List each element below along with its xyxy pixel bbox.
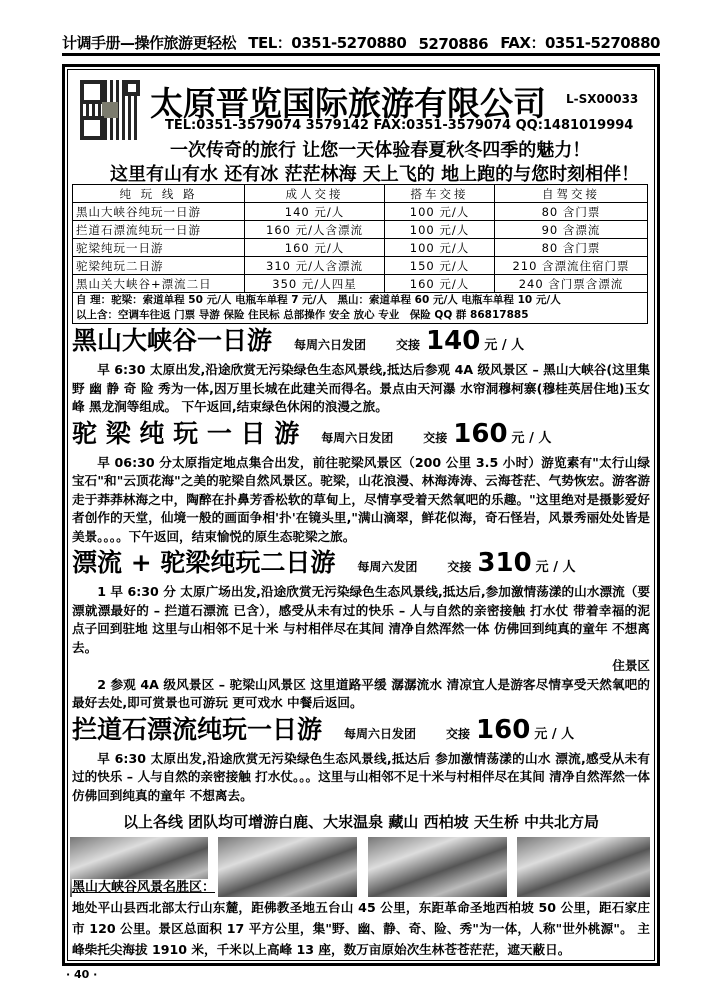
table-cell: 90 含漂流 bbox=[495, 221, 648, 239]
price-label: 交接 bbox=[396, 338, 421, 352]
table-cell: 80 含门票 bbox=[495, 239, 648, 257]
table-row bbox=[73, 203, 648, 221]
table-notes bbox=[73, 293, 648, 324]
route-title bbox=[72, 326, 650, 361]
table-header-row bbox=[73, 185, 648, 203]
price-unit: 元 / 人 bbox=[534, 726, 575, 742]
col-header: 成人交接 bbox=[245, 185, 385, 203]
table-cell: 210 含漂流住宿门票 bbox=[495, 257, 648, 275]
table-cell: 驼梁纯玩二日游 bbox=[73, 257, 245, 275]
license-number: L-SX00033 bbox=[566, 92, 639, 106]
page-header bbox=[62, 34, 660, 56]
route-name: 黑山大峡谷一日游 bbox=[72, 326, 273, 355]
table-cell: 310 元/人含漂流 bbox=[245, 257, 385, 275]
table-row bbox=[73, 221, 648, 239]
price-label: 交接 bbox=[423, 430, 448, 445]
table-cell: 黑山大峡谷纯玩一日游 bbox=[73, 203, 245, 221]
scenic-caption: 黑山大峡谷风景名胜区： bbox=[72, 880, 216, 895]
route-name: 拦道石漂流纯玩一日游 bbox=[72, 714, 323, 744]
table-cell: 拦道石漂流纯玩一日游 bbox=[73, 221, 245, 239]
route-description: 住景区 bbox=[612, 658, 650, 673]
price-unit: 元 / 人 bbox=[511, 430, 552, 446]
route-description: 早 06:30 分太原指定地点集合出发，前往驼梁风景区（200 公里 3.5 小时）游览素有"太行山绿宝石"和"云顶花海"之美的驼梁自然风景区。驼梁，山花浪漫、林海涛涛、云海苍茫、气势恢宏。游客游走于莽莽林海之中，陶醉在扑鼻芳香松软的草甸上，尽情享受着天然氧吧的乐趣。"这里绝对是摄影爱好者创作的天堂，仙境一般的画面争相'扑'在镜头里,"满山滴翠，鲜花似海，奇石怪岩，风景秀丽处处皆是美景。。。。下午返回，结束愉悦的原生态驼梁之旅。 bbox=[72, 454, 650, 544]
route-name: 漂流 + 驼梁纯玩二日游 bbox=[72, 548, 336, 577]
scenic-photo bbox=[218, 837, 357, 897]
qr-code-icon bbox=[80, 80, 140, 140]
header-tel: TEL：0351-5270880 bbox=[248, 34, 407, 52]
route-schedule: 每周六发团 bbox=[357, 560, 418, 574]
table-cell: 80 含门票 bbox=[495, 203, 648, 221]
company-contact: TEL:0351-3579074 3579142 FAX:0351-3579074 QQ:1481019994 bbox=[165, 118, 634, 133]
scenic-photo bbox=[368, 837, 507, 897]
table-cell: 150 元/人 bbox=[385, 257, 495, 275]
route-price: 160 bbox=[453, 418, 508, 449]
price-table bbox=[72, 184, 648, 324]
price-label: 交接 bbox=[447, 560, 472, 574]
table-row bbox=[73, 257, 648, 275]
scenic-description: 地处平山县西北部太行山东麓，距佛教圣地五台山 45 公里，东距革命圣地西柏坡 50 公里，距石家庄市 120 公里。景区总面积 17 平方公里，集"野、幽、静、奇、险、秀"为一体，人称"世外桃源"。 主峰柴托尖海拔 1910 米，千米以上高峰 13 座，数万亩原始次生林苍苍茫茫，遮天蔽日。 bbox=[72, 900, 650, 957]
route-schedule: 每周六日发团 bbox=[321, 430, 394, 445]
route-description: 早 6:30 太原出发,沿途欣赏无污染绿色生态风景线,抵达后 参加激情荡漾的山水 漂流,感受从未有过的快乐 – 人与自然的亲密接触 打水仗。。。这里与山相邻不足十米与村相伴尽在其间 清净自然浑然一体 仿佛回到纯真的童年 不想离去。 bbox=[72, 750, 650, 803]
table-cell: 240 含门票含漂流 bbox=[495, 275, 648, 293]
company-name: 太原晋览国际旅游有限公司 bbox=[150, 84, 546, 123]
table-cell: 160 元/人 bbox=[245, 239, 385, 257]
col-header: 自驾交接 bbox=[495, 185, 648, 203]
route-schedule: 每周六日发团 bbox=[294, 338, 367, 352]
route-title bbox=[72, 715, 650, 750]
table-cell: 160 元/人 bbox=[385, 275, 495, 293]
table-cell: 100 元/人 bbox=[385, 221, 495, 239]
route-name: 驼 梁 纯 玩 一 日 游 bbox=[72, 418, 300, 448]
table-cell: 140 元/人 bbox=[245, 203, 385, 221]
table-cell: 100 元/人 bbox=[385, 203, 495, 221]
route-description: 2 参观 4A 级风景区 – 驼梁山风景区 这里道路平缓 潺潺流水 清凉宜人是游客尽情享受天然氧吧的最好去处,即可赏景也可游玩 更可戏水 中餐后返回。 bbox=[72, 676, 650, 710]
col-header: 纯 玩 线 路 bbox=[73, 185, 245, 203]
table-cell: 黑山关大峡谷+漂流二日 bbox=[73, 275, 245, 293]
route-price: 140 bbox=[426, 326, 481, 356]
route-description: 1 早 6:30 分 太原广场出发,沿途欣赏无污染绿色生态风景线,抵达后,参加激情荡漾的山水漂流（要漂就漂最好的 – 拦道石漂流 已含），感受从未有过的快乐 – 人与自然的亲密接触 打水仗 带着幸福的泥点子回到驻地 这里与山相邻不足十米 与村相伴尽在其间 清净自然浑然一体 仿佛回到纯真的童年 不想离去。 bbox=[72, 584, 650, 655]
route-title bbox=[72, 548, 650, 583]
price-unit: 元 / 人 bbox=[535, 560, 576, 575]
route-description: 早 6:30 太原出发,沿途欣赏无污染绿色生态风景线,抵达后参观 4A 级风景区 – 黑山大峡谷(这里集 野 幽 静 奇 险 秀为一体,因万里长城在此建关而得名。景点由天河瀑 水帘洞穆柯寨(穆桂英居住地)玉女峰 黑龙涧等组成。 下午返回,结束绿色休闲的浪漫之旅。 bbox=[72, 362, 650, 414]
note-included: 以上含：空调车往返 门票 导游 保险 住民标 总部操作 安全 放心 专业 保险 QQ 群 86817885 bbox=[76, 309, 529, 321]
page-number: · 40 · bbox=[66, 968, 98, 981]
route-price: 160 bbox=[476, 714, 531, 745]
slogan-1: 一次传奇的旅行 让您一天体验春夏秋冬四季的魅力！ bbox=[170, 140, 591, 161]
route-price: 310 bbox=[477, 548, 532, 578]
note-self-paid: 自 理：驼梁：索道单程 50 元/人 电瓶车单程 7 元/人 黑山：索道单程 60 元/人 电瓶车单程 10 元/人 bbox=[76, 294, 561, 306]
table-cell: 160 元/人含漂流 bbox=[245, 221, 385, 239]
header-tel2: 5270886 bbox=[418, 35, 489, 53]
routes bbox=[72, 326, 650, 805]
col-header: 搭车交接 bbox=[385, 185, 495, 203]
header-fax: FAX：0351-5270880 bbox=[500, 34, 660, 52]
table-row bbox=[73, 239, 648, 257]
price-label: 交接 bbox=[446, 726, 471, 741]
table-cell: 100 元/人 bbox=[385, 239, 495, 257]
route-title bbox=[72, 419, 650, 454]
header-title: 计调手册—操作旅游更轻松 bbox=[62, 34, 237, 52]
table-cell: 350 元/人四星 bbox=[245, 275, 385, 293]
price-unit: 元 / 人 bbox=[484, 338, 525, 353]
table-row bbox=[73, 275, 648, 293]
route-schedule: 每周六日发团 bbox=[344, 726, 417, 741]
content-column bbox=[72, 184, 650, 960]
table-cell: 驼梁纯玩一日游 bbox=[73, 239, 245, 257]
slogan-2: 这里有山有水 还有冰 茫茫林海 天上飞的 地上跑的与您时刻相伴！ bbox=[110, 164, 640, 185]
extra-options: 以上各线 团队均可增游白鹿、大汖温泉 藏山 西柏坡 天生桥 中共北方局 bbox=[122, 813, 600, 831]
scenic-photo bbox=[517, 837, 650, 897]
photo-row bbox=[72, 837, 650, 897]
